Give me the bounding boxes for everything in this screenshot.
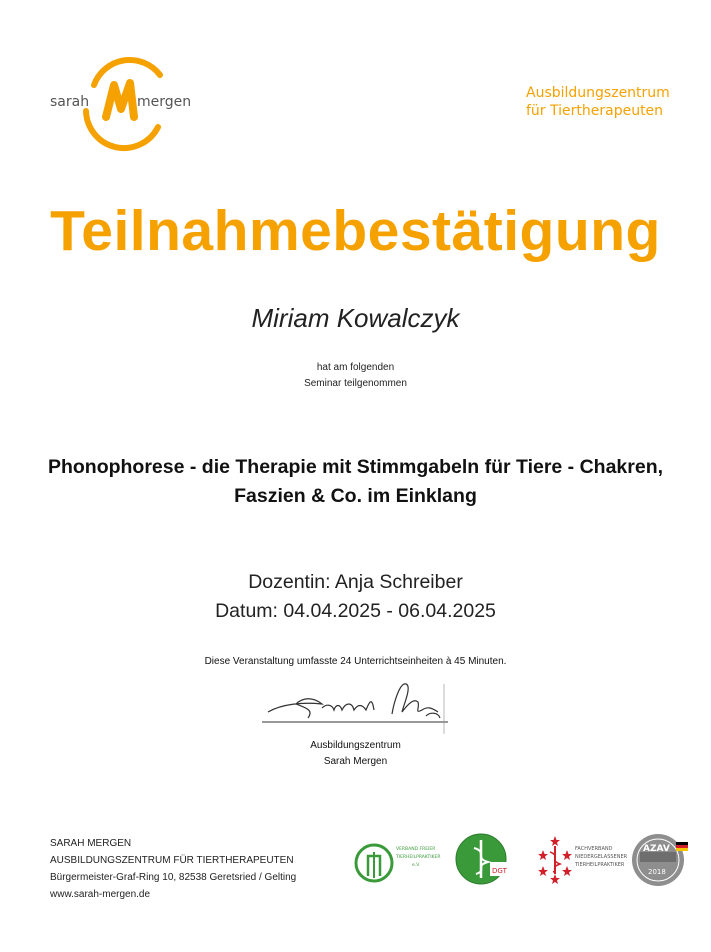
verband-logo-icon xyxy=(352,830,441,886)
intro-line1: hat am folgenden xyxy=(316,362,395,373)
academy-logo-text xyxy=(526,84,670,120)
verband-badge xyxy=(352,830,441,886)
dgt-label: DGT xyxy=(492,867,507,875)
academy-line2: für Tiertherapeuten xyxy=(526,103,664,119)
signature xyxy=(262,674,452,736)
issuer-line2: Sarah Mergen xyxy=(323,756,388,767)
footer-line2: AUSBILDUNGSZENTRUM FÜR TIERTHERAPEUTEN xyxy=(50,855,294,866)
footer-line1: SARAH MERGEN xyxy=(50,838,132,849)
logo-word-right: mergen xyxy=(137,94,192,110)
participant-name: Miriam Kowalczyk xyxy=(251,303,460,333)
issuer-line1: Ausbildungszentrum xyxy=(310,740,401,751)
verband-line1: VERBAND FREIER xyxy=(396,847,436,852)
dgt-badge xyxy=(454,832,510,886)
logo-circle-icon xyxy=(50,55,190,150)
seminar-title-line2: Faszien & Co. im Einklang xyxy=(234,485,477,507)
footer-line3: Bürgermeister-Graf-Ring 10, 82538 Geretsried / Gelting xyxy=(50,872,297,883)
footer-address xyxy=(50,835,296,903)
sarah-mergen-logo xyxy=(50,55,190,150)
fachverband-line2: NIEDERGELASSENER xyxy=(575,854,628,860)
azav-seal-icon xyxy=(628,832,690,888)
signature-icon xyxy=(262,674,452,736)
verband-line3: e.V. xyxy=(412,863,421,868)
dgt-logo-icon xyxy=(454,832,510,886)
fachverband-badge xyxy=(535,830,628,886)
fachverband-line1: FACHVERBAND xyxy=(575,846,613,852)
footer-website-link[interactable]: www.sarah-mergen.de xyxy=(50,889,151,900)
academy-line1: Ausbildungszentrum xyxy=(526,85,670,101)
azav-year: 2018 xyxy=(648,868,666,876)
azav-label: AZAV xyxy=(643,844,670,854)
fachverband-logo-icon xyxy=(535,830,628,886)
intro-line2: Seminar teilgenommen xyxy=(304,378,407,389)
seminar-title-line1: Phonophorese - die Therapie mit Stimmgabeln für Tiere - Chakren, xyxy=(47,456,664,478)
logo-word-left: sarah xyxy=(50,94,90,110)
certificate-title: Teilnahmebestätigung xyxy=(50,199,661,263)
units-note: Diese Veranstaltung umfasste 24 Unterrichtseinheiten à 45 Minuten. xyxy=(204,656,507,667)
lecturer: Dozentin: Anja Schreiber xyxy=(248,571,463,593)
seminar-date: Datum: 04.04.2025 - 06.04.2025 xyxy=(215,600,496,622)
fachverband-line3: TIERHEILPRAKTIKER xyxy=(575,862,625,868)
verband-line2: TIERHEILPRAKTIKER xyxy=(396,855,441,860)
azav-badge xyxy=(628,832,690,888)
issuer xyxy=(0,738,711,770)
seminar-title xyxy=(30,453,681,511)
